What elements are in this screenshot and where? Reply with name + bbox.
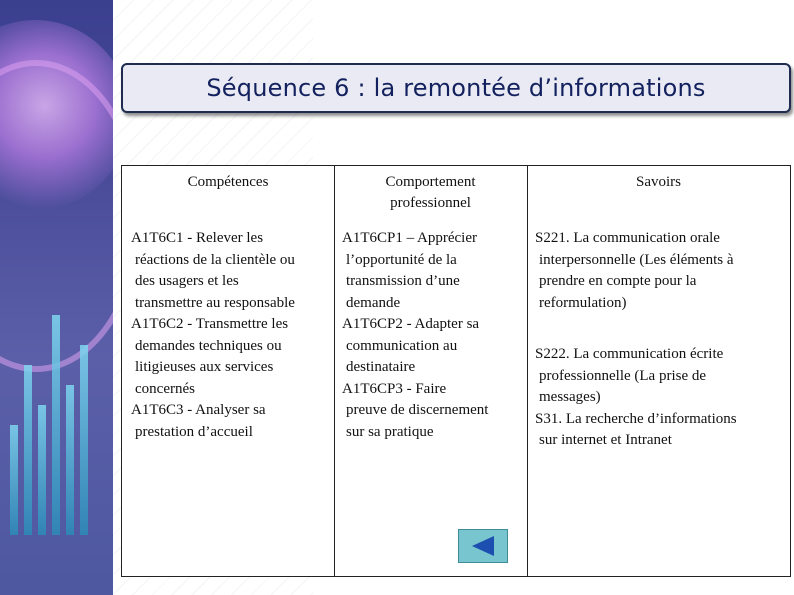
savoir-line: reformulation) xyxy=(539,294,627,311)
savoir-line: prendre en compte pour la xyxy=(539,273,697,289)
decorative-sidebar xyxy=(0,0,113,595)
comportement-line: preuve de discernement xyxy=(346,402,489,418)
competence-line: A1T6C3 - Analyser sa xyxy=(131,402,266,418)
triangle-left-icon xyxy=(468,534,498,558)
header-comportement: Comportement professionnel xyxy=(385,174,476,211)
savoir-line: S31. La recherche d’informations xyxy=(535,410,737,427)
comportement-list xyxy=(342,228,488,443)
savoir-line: professionnelle (La prise de xyxy=(539,367,707,384)
comportement-line: l’opportunité de la xyxy=(346,251,457,268)
competence-line: litigieuses aux services xyxy=(135,359,274,375)
comportement-line: sur sa pratique xyxy=(346,423,434,440)
comportement-line: communication au xyxy=(346,337,458,354)
savoir-line: sur internet et Intranet xyxy=(539,432,672,448)
title-banner xyxy=(121,63,791,113)
savoirs-group-1 xyxy=(535,228,734,314)
comportement-line: A1T6CP1 – Apprécier xyxy=(342,230,477,246)
comportement-line: destinataire xyxy=(346,359,416,375)
competence-line: des usagers et les xyxy=(135,273,239,289)
column-divider xyxy=(527,166,528,576)
column-divider xyxy=(334,166,335,576)
competence-line: prestation d’accueil xyxy=(135,423,253,440)
comportement-line: A1T6CP2 - Adapter sa xyxy=(342,316,480,332)
savoirs-group-2 xyxy=(535,344,737,452)
competence-line: A1T6C2 - Transmettre les xyxy=(131,316,289,332)
competence-line: demandes techniques ou xyxy=(135,337,282,354)
competence-line: réactions de la clientèle ou xyxy=(135,251,295,268)
comportement-line: transmission d’une xyxy=(346,273,460,289)
competence-line: transmettre au responsable xyxy=(135,294,295,311)
header-competences: Compétences xyxy=(187,174,269,190)
competences-list xyxy=(131,228,295,443)
comportement-line: A1T6CP3 - Faire xyxy=(342,380,447,397)
savoir-line: S221. La communication orale xyxy=(535,230,720,246)
savoir-line: S222. La communication écrite xyxy=(535,346,724,362)
content-table xyxy=(121,165,791,577)
savoir-line: interpersonnelle (Les éléments à xyxy=(539,251,734,268)
competence-line: A1T6C1 - Relever les xyxy=(131,230,264,246)
header-savoirs: Savoirs xyxy=(636,174,681,190)
savoir-line: messages) xyxy=(539,389,601,405)
competence-line: concernés xyxy=(135,380,195,397)
comportement-line: demande xyxy=(346,294,401,311)
page-title: Séquence 6 : la remontée d’informations xyxy=(206,74,706,102)
back-button[interactable] xyxy=(458,529,508,563)
